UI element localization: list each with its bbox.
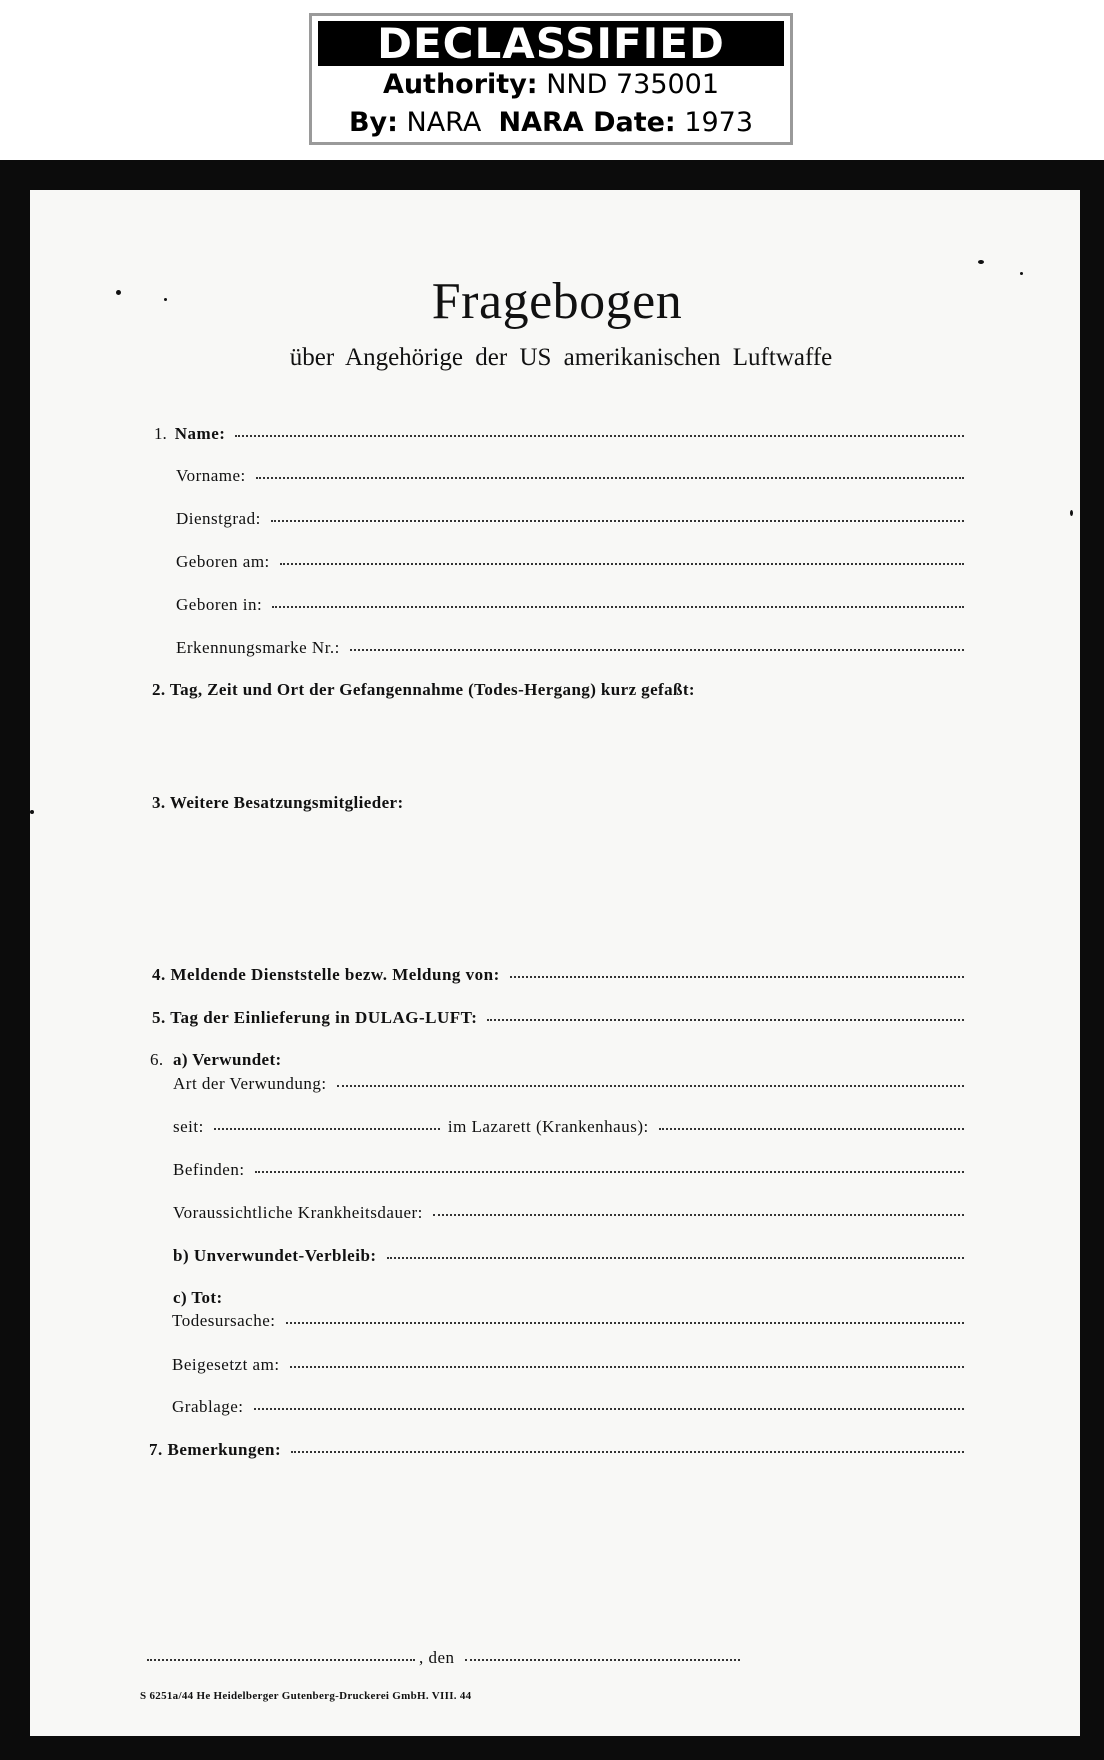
field-art-verwundung [173,1074,964,1094]
field-krankheitsdauer-label: Voraussichtliche Krankheitsdauer: [173,1203,423,1222]
field-befinden [173,1160,964,1180]
field-art-verwundung-line[interactable] [337,1085,964,1087]
field-beigesetzt-label: Beigesetzt am: [172,1355,280,1374]
field-erkennungsmarke [176,638,964,658]
question-6b: b) Unverwundet-Verbleib: [173,1246,377,1265]
field-grablage [172,1397,964,1417]
field-lazarett-line[interactable] [659,1128,964,1130]
field-name-label: Name: [174,424,226,443]
field-ort-line[interactable] [147,1659,415,1661]
field-befinden-label: Befinden: [173,1160,245,1179]
stamp-by-date [312,104,790,142]
field-bemerkungen-line[interactable] [291,1451,964,1453]
field-art-verwundung-label: Art der Verwundung: [173,1074,327,1093]
field-beigesetzt [172,1355,964,1375]
field-dienstgrad [176,509,964,529]
printer-imprint: S 6251a/44 He Heidelberger Gutenberg-Druckerei GmbH. VIII. 44 [140,1690,472,1702]
question-4: 4. Meldende Dienststelle bezw. Meldung von: [152,965,500,984]
field-dienstgrad-line[interactable] [271,520,964,522]
stamp-title: DECLASSIFIED [318,21,784,66]
field-1-number: 1. [154,424,167,443]
field-name-line[interactable] [235,435,964,437]
field-grablage-line[interactable] [254,1408,964,1410]
stamp-authority-value: NND 735001 [546,69,720,100]
field-geboren-in-label: Geboren in: [176,595,263,614]
field-unverwundet [173,1246,964,1266]
field-erkennungsmarke-label: Erkennungsmarke Nr.: [176,638,340,657]
question-2: 2. Tag, Zeit und Ort der Gefangennahme (Todes-Hergang) kurz gefaßt: [152,680,695,699]
field-datum-line[interactable] [465,1659,740,1661]
field-erkennungsmarke-line[interactable] [350,649,964,651]
field-seit-label: seit: [173,1117,204,1136]
question-3: 3. Weitere Besatzungsmitglieder: [152,793,404,812]
field-todesursache [172,1311,964,1331]
field-krankheitsdauer-line[interactable] [433,1214,964,1216]
field-lazarett-label: im Lazarett (Krankenhaus): [447,1117,649,1136]
field-einlieferung-line[interactable] [487,1019,964,1021]
field-geboren-in-line[interactable] [272,606,964,608]
field-beigesetzt-line[interactable] [290,1366,964,1368]
field-krankheitsdauer [173,1203,964,1223]
question-6c: c) Tot: [173,1288,223,1307]
field-meldende-dienststelle-line[interactable] [510,976,964,978]
field-geboren-am-label: Geboren am: [176,552,270,571]
field-seit-line[interactable] [214,1128,440,1130]
field-geboren-am-line[interactable] [280,563,964,565]
field-meldende-dienststelle [152,965,964,985]
field-todesursache-line[interactable] [286,1322,965,1324]
stamp-date-label: NARA Date: [498,107,676,138]
field-dienstgrad-label: Dienstgrad: [176,509,261,528]
stamp-authority [312,66,790,104]
form-title: Fragebogen [431,273,683,330]
declassified-stamp [309,13,793,145]
field-name [154,424,964,444]
field-befinden-line[interactable] [255,1171,964,1173]
field-seit-lazarett [173,1117,964,1137]
stamp-by-value: NARA [406,107,482,138]
field-vorname-label: Vorname: [176,466,246,485]
field-vorname [176,466,964,486]
form-subtitle: über Angehörige der US amerikanischen Luftwaffe [289,344,833,371]
field-bemerkungen [149,1440,964,1460]
field-geboren-in [176,595,964,615]
form-paper [30,190,1080,1736]
field-vorname-line[interactable] [256,477,964,479]
field-grablage-label: Grablage: [172,1397,244,1416]
place-date-line [147,1648,740,1668]
question-5: 5. Tag der Einlieferung in DULAG-LUFT: [152,1008,478,1027]
field-einlieferung [152,1008,964,1028]
field-todesursache-label: Todesursache: [172,1311,276,1330]
question-7: 7. Bemerkungen: [149,1440,282,1459]
stamp-date-value: 1973 [684,107,754,138]
stamp-by-label: By: [348,107,398,138]
den-label: , den [419,1648,455,1667]
field-unverwundet-line[interactable] [387,1257,964,1259]
stamp-authority-label: Authority: [382,69,538,100]
field-geboren-am [176,552,964,572]
question-6-number: 6. [150,1050,164,1069]
question-6a: a) Verwundet: [173,1050,282,1069]
